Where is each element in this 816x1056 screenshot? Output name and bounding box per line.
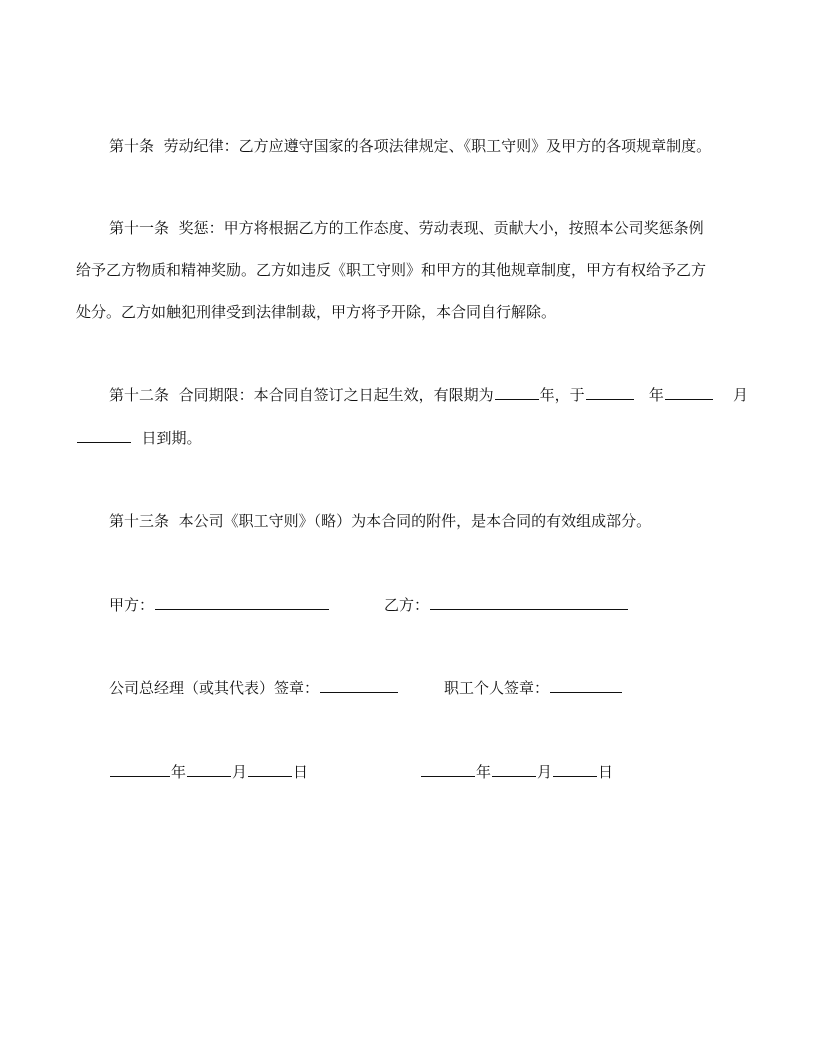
article-11-text-1: 奖惩：甲方将根据乙方的工作态度、劳动表现、贡献大小，按照本公司奖惩条例 (178, 219, 704, 237)
date-a-day-blank[interactable] (248, 761, 292, 777)
end-month-label: 月 (733, 386, 749, 404)
date-b-day-blank[interactable] (553, 761, 597, 777)
end-year-blank[interactable] (586, 384, 634, 400)
party-b-label: 乙方： (384, 596, 430, 614)
article-11-line-1 (76, 213, 741, 243)
employee-sign-label: 职工个人签章： (444, 679, 550, 697)
party-row (0, 590, 816, 620)
article-12-text: 合同期限：本合同自签订之日起生效，有限期为 (178, 386, 494, 404)
date-a-year-label: 年 (171, 763, 187, 781)
article-11-text-3: 处分。乙方如触犯刑律受到法律制裁，甲方将予开除，本合同自行解除。 (76, 303, 557, 321)
party-a-label: 甲方： (109, 596, 155, 614)
article-11-line-3 (76, 297, 741, 327)
end-month-blank[interactable] (665, 384, 713, 400)
date-a-year-blank[interactable] (110, 761, 170, 777)
article-11-line-2 (76, 255, 741, 285)
article-10 (76, 131, 741, 161)
date-b-month-label: 月 (537, 763, 553, 781)
article-12-label: 第十二条 (109, 386, 170, 404)
date-b-year-label: 年 (476, 763, 492, 781)
gm-sign-blank[interactable] (320, 677, 398, 693)
article-10-text: 劳动纪律：乙方应遵守国家的各项法律规定、《职工守则》及甲方的各项规章制度。 (163, 137, 712, 155)
party-b (384, 590, 629, 620)
term-years-blank[interactable] (495, 384, 539, 400)
article-11-text-2: 给予乙方物质和精神奖励。乙方如违反《职工守则》和甲方的其他规章制度，甲方有权给予乙方 (76, 261, 707, 279)
year-unit-text: 年，于 (539, 386, 585, 404)
article-12-line-2 (76, 423, 741, 453)
end-day-blank[interactable] (77, 427, 131, 443)
date-a (109, 757, 308, 787)
gm-sign-label: 公司总经理（或其代表）签章： (109, 679, 320, 697)
date-a-month-blank[interactable] (187, 761, 231, 777)
date-b (420, 757, 613, 787)
article-13-text: 本公司《职工守则》（略）为本合同的附件，是本合同的有效组成部分。 (178, 512, 652, 530)
date-a-day-label: 日 (293, 763, 309, 781)
article-10-label: 第十条 (109, 137, 155, 155)
gm-sign (109, 673, 399, 703)
employee-sign-blank[interactable] (550, 677, 622, 693)
date-b-year-blank[interactable] (421, 761, 475, 777)
party-a-blank[interactable] (155, 594, 329, 610)
article-11-label: 第十一条 (109, 219, 170, 237)
party-a (109, 590, 330, 620)
article-13-label: 第十三条 (109, 512, 170, 530)
article-13 (76, 506, 741, 536)
date-row (0, 757, 816, 787)
date-a-month-label: 月 (232, 763, 248, 781)
sign-row (0, 673, 816, 703)
date-b-day-label: 日 (598, 763, 614, 781)
date-b-month-blank[interactable] (492, 761, 536, 777)
expire-text: 日到期。 (141, 429, 202, 447)
party-b-blank[interactable] (430, 594, 628, 610)
employee-sign (444, 673, 623, 703)
end-year-label: 年 (648, 386, 664, 404)
article-12-line-1 (76, 380, 749, 410)
